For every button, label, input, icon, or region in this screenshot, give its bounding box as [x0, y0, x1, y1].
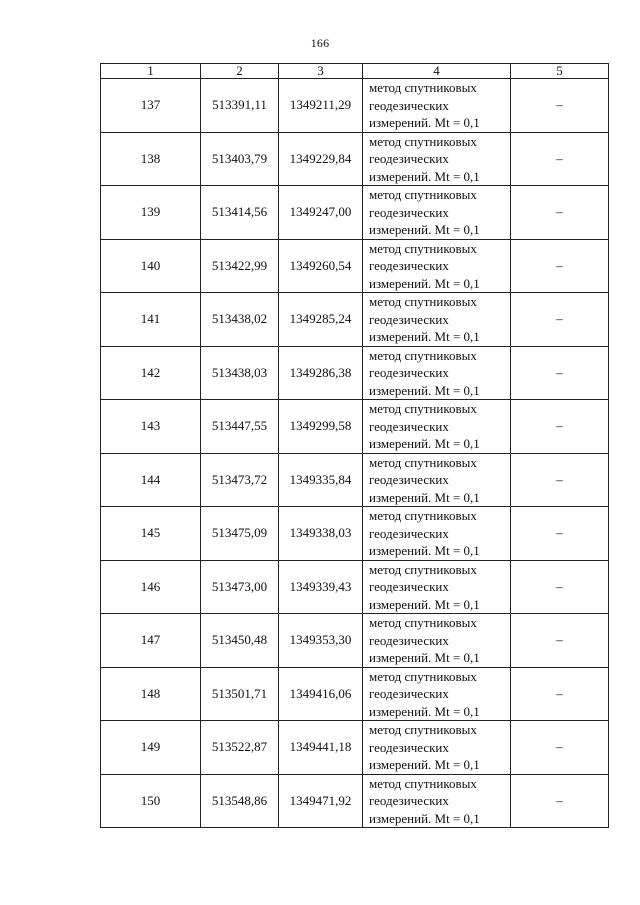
y-coordinate-cell: 1349247,00: [279, 186, 363, 240]
method-line: метод спутниковых: [369, 401, 477, 416]
header-cell-4: 4: [363, 64, 511, 79]
method-line: геодезических: [369, 97, 449, 113]
table-header: [101, 64, 609, 79]
description-cell: –: [511, 453, 609, 507]
x-coordinate-cell: 513473,00: [201, 560, 279, 614]
method-line: измерений. Mt = 0,1: [369, 543, 480, 558]
method-cell: [363, 453, 511, 507]
x-coordinate-cell: 513414,56: [201, 186, 279, 240]
x-coordinate-cell: 513438,02: [201, 293, 279, 347]
table-row: [101, 346, 609, 400]
description-cell: –: [511, 614, 609, 668]
point-number-cell: 137: [101, 79, 201, 133]
method-line: геодезических: [369, 204, 449, 220]
method-line: метод спутниковых: [369, 133, 477, 149]
y-coordinate-cell: 1349335,84: [279, 453, 363, 507]
x-coordinate-cell: 513501,71: [201, 667, 279, 721]
y-coordinate-cell: 1349416,06: [279, 667, 363, 721]
description-cell: –: [511, 721, 609, 775]
table-row: [101, 614, 609, 668]
description-cell: –: [511, 239, 609, 293]
table-row: [101, 400, 609, 454]
point-number-cell: 143: [101, 400, 201, 454]
y-coordinate-cell: 1349441,18: [279, 721, 363, 775]
x-coordinate-cell: 513450,48: [201, 614, 279, 668]
method-line: геодезических: [369, 418, 449, 434]
method-line: измерений. Mt = 0,1: [369, 757, 480, 772]
method-line: геодезических: [369, 739, 449, 755]
x-coordinate-cell: 513422,99: [201, 239, 279, 293]
point-number-cell: 149: [101, 721, 201, 775]
method-cell: [363, 400, 511, 454]
x-coordinate-cell: 513447,55: [201, 400, 279, 454]
table-row: [101, 79, 609, 133]
header-cell-3: 3: [279, 64, 363, 79]
header-cell-2: 2: [201, 64, 279, 79]
method-line: метод спутниковых: [369, 347, 477, 363]
method-cell: [363, 132, 511, 186]
description-cell: –: [511, 132, 609, 186]
method-cell: [363, 667, 511, 721]
method-line: метод спутниковых: [369, 668, 477, 684]
method-line: измерений. Mt = 0,1: [369, 489, 480, 505]
x-coordinate-cell: 513522,87: [201, 721, 279, 775]
method-line: метод спутниковых: [369, 80, 477, 95]
method-line: измерений. Mt = 0,1: [369, 810, 480, 826]
method-line: измерений. Mt = 0,1: [369, 382, 480, 398]
method-cell: [363, 186, 511, 240]
method-cell: [363, 614, 511, 668]
method-cell: [363, 293, 511, 347]
method-cell: [363, 79, 511, 133]
method-line: геодезических: [369, 525, 449, 541]
table-row: [101, 774, 609, 828]
method-line: метод спутниковых: [369, 561, 477, 577]
coordinates-table: [100, 63, 609, 828]
table-row: [101, 667, 609, 721]
point-number-cell: 150: [101, 774, 201, 828]
header-cell-5: 5: [511, 64, 609, 79]
method-line: геодезических: [369, 632, 449, 648]
method-line: геодезических: [369, 311, 449, 327]
method-line: геодезических: [369, 579, 449, 594]
x-coordinate-cell: 513403,79: [201, 132, 279, 186]
method-line: метод спутниковых: [369, 722, 477, 737]
method-line: метод спутниковых: [369, 615, 477, 630]
x-coordinate-cell: 513391,11: [201, 79, 279, 133]
method-cell: [363, 507, 511, 561]
method-line: метод спутниковых: [369, 187, 477, 202]
point-number-cell: 147: [101, 614, 201, 668]
method-line: метод спутниковых: [369, 775, 477, 791]
x-coordinate-cell: 513473,72: [201, 453, 279, 507]
method-line: геодезических: [369, 686, 449, 701]
y-coordinate-cell: 1349260,54: [279, 239, 363, 293]
method-line: измерений. Mt = 0,1: [369, 650, 480, 665]
description-cell: –: [511, 774, 609, 828]
point-number-cell: 140: [101, 239, 201, 293]
method-line: измерений. Mt = 0,1: [369, 436, 480, 451]
table-body: [101, 79, 609, 828]
method-line: метод спутниковых: [369, 454, 477, 470]
description-cell: –: [511, 507, 609, 561]
y-coordinate-cell: 1349286,38: [279, 346, 363, 400]
method-line: измерений. Mt = 0,1: [369, 168, 480, 184]
description-cell: –: [511, 560, 609, 614]
y-coordinate-cell: 1349285,24: [279, 293, 363, 347]
point-number-cell: 148: [101, 667, 201, 721]
method-line: геодезических: [369, 258, 449, 273]
description-cell: –: [511, 186, 609, 240]
method-line: измерений. Mt = 0,1: [369, 596, 480, 612]
y-coordinate-cell: 1349338,03: [279, 507, 363, 561]
point-number-cell: 144: [101, 453, 201, 507]
description-cell: –: [511, 346, 609, 400]
method-line: метод спутниковых: [369, 508, 477, 523]
y-coordinate-cell: 1349211,29: [279, 79, 363, 133]
point-number-cell: 142: [101, 346, 201, 400]
method-line: измерений. Mt = 0,1: [369, 222, 480, 237]
method-line: геодезических: [369, 793, 449, 808]
method-line: геодезических: [369, 365, 449, 380]
x-coordinate-cell: 513438,03: [201, 346, 279, 400]
y-coordinate-cell: 1349339,43: [279, 560, 363, 614]
method-line: измерений. Mt = 0,1: [369, 275, 480, 291]
table-row: [101, 560, 609, 614]
table-row: [101, 186, 609, 240]
description-cell: –: [511, 79, 609, 133]
method-line: метод спутниковых: [369, 240, 477, 256]
y-coordinate-cell: 1349299,58: [279, 400, 363, 454]
table-row: [101, 453, 609, 507]
description-cell: –: [511, 400, 609, 454]
description-cell: –: [511, 667, 609, 721]
page-number: 166: [310, 36, 330, 50]
method-cell: [363, 346, 511, 400]
method-line: метод спутниковых: [369, 294, 477, 309]
table-row: [101, 507, 609, 561]
point-number-cell: 146: [101, 560, 201, 614]
method-cell: [363, 774, 511, 828]
y-coordinate-cell: 1349353,30: [279, 614, 363, 668]
description-cell: –: [511, 293, 609, 347]
method-line: измерений. Mt = 0,1: [369, 115, 480, 130]
table-row: [101, 293, 609, 347]
header-cell-1: 1: [101, 64, 201, 79]
method-line: геодезических: [369, 151, 449, 166]
point-number-cell: 138: [101, 132, 201, 186]
method-cell: [363, 239, 511, 293]
y-coordinate-cell: 1349471,92: [279, 774, 363, 828]
table-row: [101, 132, 609, 186]
table-row: [101, 239, 609, 293]
x-coordinate-cell: 513475,09: [201, 507, 279, 561]
x-coordinate-cell: 513548,86: [201, 774, 279, 828]
table-row: [101, 721, 609, 775]
method-line: измерений. Mt = 0,1: [369, 329, 480, 344]
y-coordinate-cell: 1349229,84: [279, 132, 363, 186]
method-line: измерений. Mt = 0,1: [369, 703, 480, 719]
method-line: геодезических: [369, 472, 449, 487]
point-number-cell: 139: [101, 186, 201, 240]
header-row: [101, 64, 609, 79]
method-cell: [363, 560, 511, 614]
point-number-cell: 145: [101, 507, 201, 561]
method-cell: [363, 721, 511, 775]
point-number-cell: 141: [101, 293, 201, 347]
